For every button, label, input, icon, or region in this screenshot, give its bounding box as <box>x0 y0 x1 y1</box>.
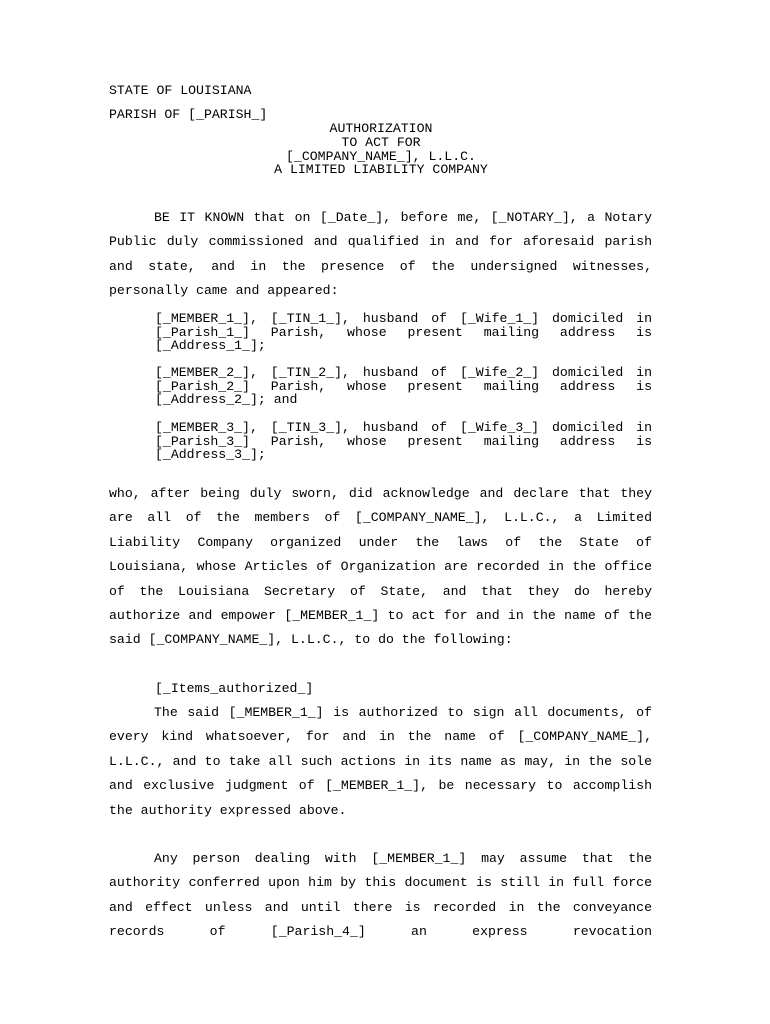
items-authorized: [_Items_authorized_] <box>155 681 314 696</box>
member-1-paragraph: [_MEMBER_1_], [_TIN_1_], husband of [_Wife_1_] domiciled in [_Parish_1_] Parish, whose present mailing address is [_Address_1_]; <box>155 311 652 354</box>
state-heading: STATE OF LOUISIANA <box>109 83 252 98</box>
title-line-2: TO ACT FOR <box>341 135 421 150</box>
title-line-1: AUTHORIZATION <box>329 121 433 136</box>
member-2-paragraph: [_MEMBER_2_], [_TIN_2_], husband of [_Wife_2_] domiciled in [_Parish_2_] Parish, whose present mailing address is [_Address_2_]; and <box>155 365 652 408</box>
parish-heading: PARISH OF [_PARISH_] <box>109 107 268 122</box>
title-line-3: [_COMPANY_NAME_], L.L.C. <box>286 149 476 164</box>
title-line-4: A LIMITED LIABILITY COMPANY <box>274 162 488 177</box>
declaration-paragraph: who, after being duly sworn, did acknowledge and declare that they are all of the members of [_COMPANY_NAME_], L.L.C., a Limited Liability Company organized under the laws of the State of Louisiana, whose Articles of Organization are recorded in the office of the Louisiana Secretary of State, and that they do hereby authorize and empower [_MEMBER_1_] to act for and in the name of the said [_COMPANY_NAME_], L.L.C., to do the following: <box>109 486 652 648</box>
member-3-paragraph: [_MEMBER_3_], [_TIN_3_], husband of [_Wife_3_] domiciled in [_Parish_3_] Parish, whose present mailing address is [_Address_3_]; <box>155 420 652 463</box>
reliance-paragraph: Any person dealing with [_MEMBER_1_] may assume that the authority conferred upon him by this document is still in full force and effect unless and until there is recorded in the conveyance records of [_Parish_4_] an express revocation <box>109 851 652 940</box>
authority-paragraph: The said [_MEMBER_1_] is authorized to sign all documents, of every kind whatsoever, for and in the name of [_COMPANY_NAME_], L.L.C., and to take all such actions in its name as may, in the sole and exclusive judgment of [_MEMBER_1_], be necessary to accomplish the authority expressed above. <box>109 705 652 818</box>
intro-paragraph: BE IT KNOWN that on [_Date_], before me, [_NOTARY_], a Notary Public duly commissioned and qualified in and for aforesaid parish and state, and in the presence of the undersigned witnesses, personally came and appeared: <box>109 210 652 299</box>
